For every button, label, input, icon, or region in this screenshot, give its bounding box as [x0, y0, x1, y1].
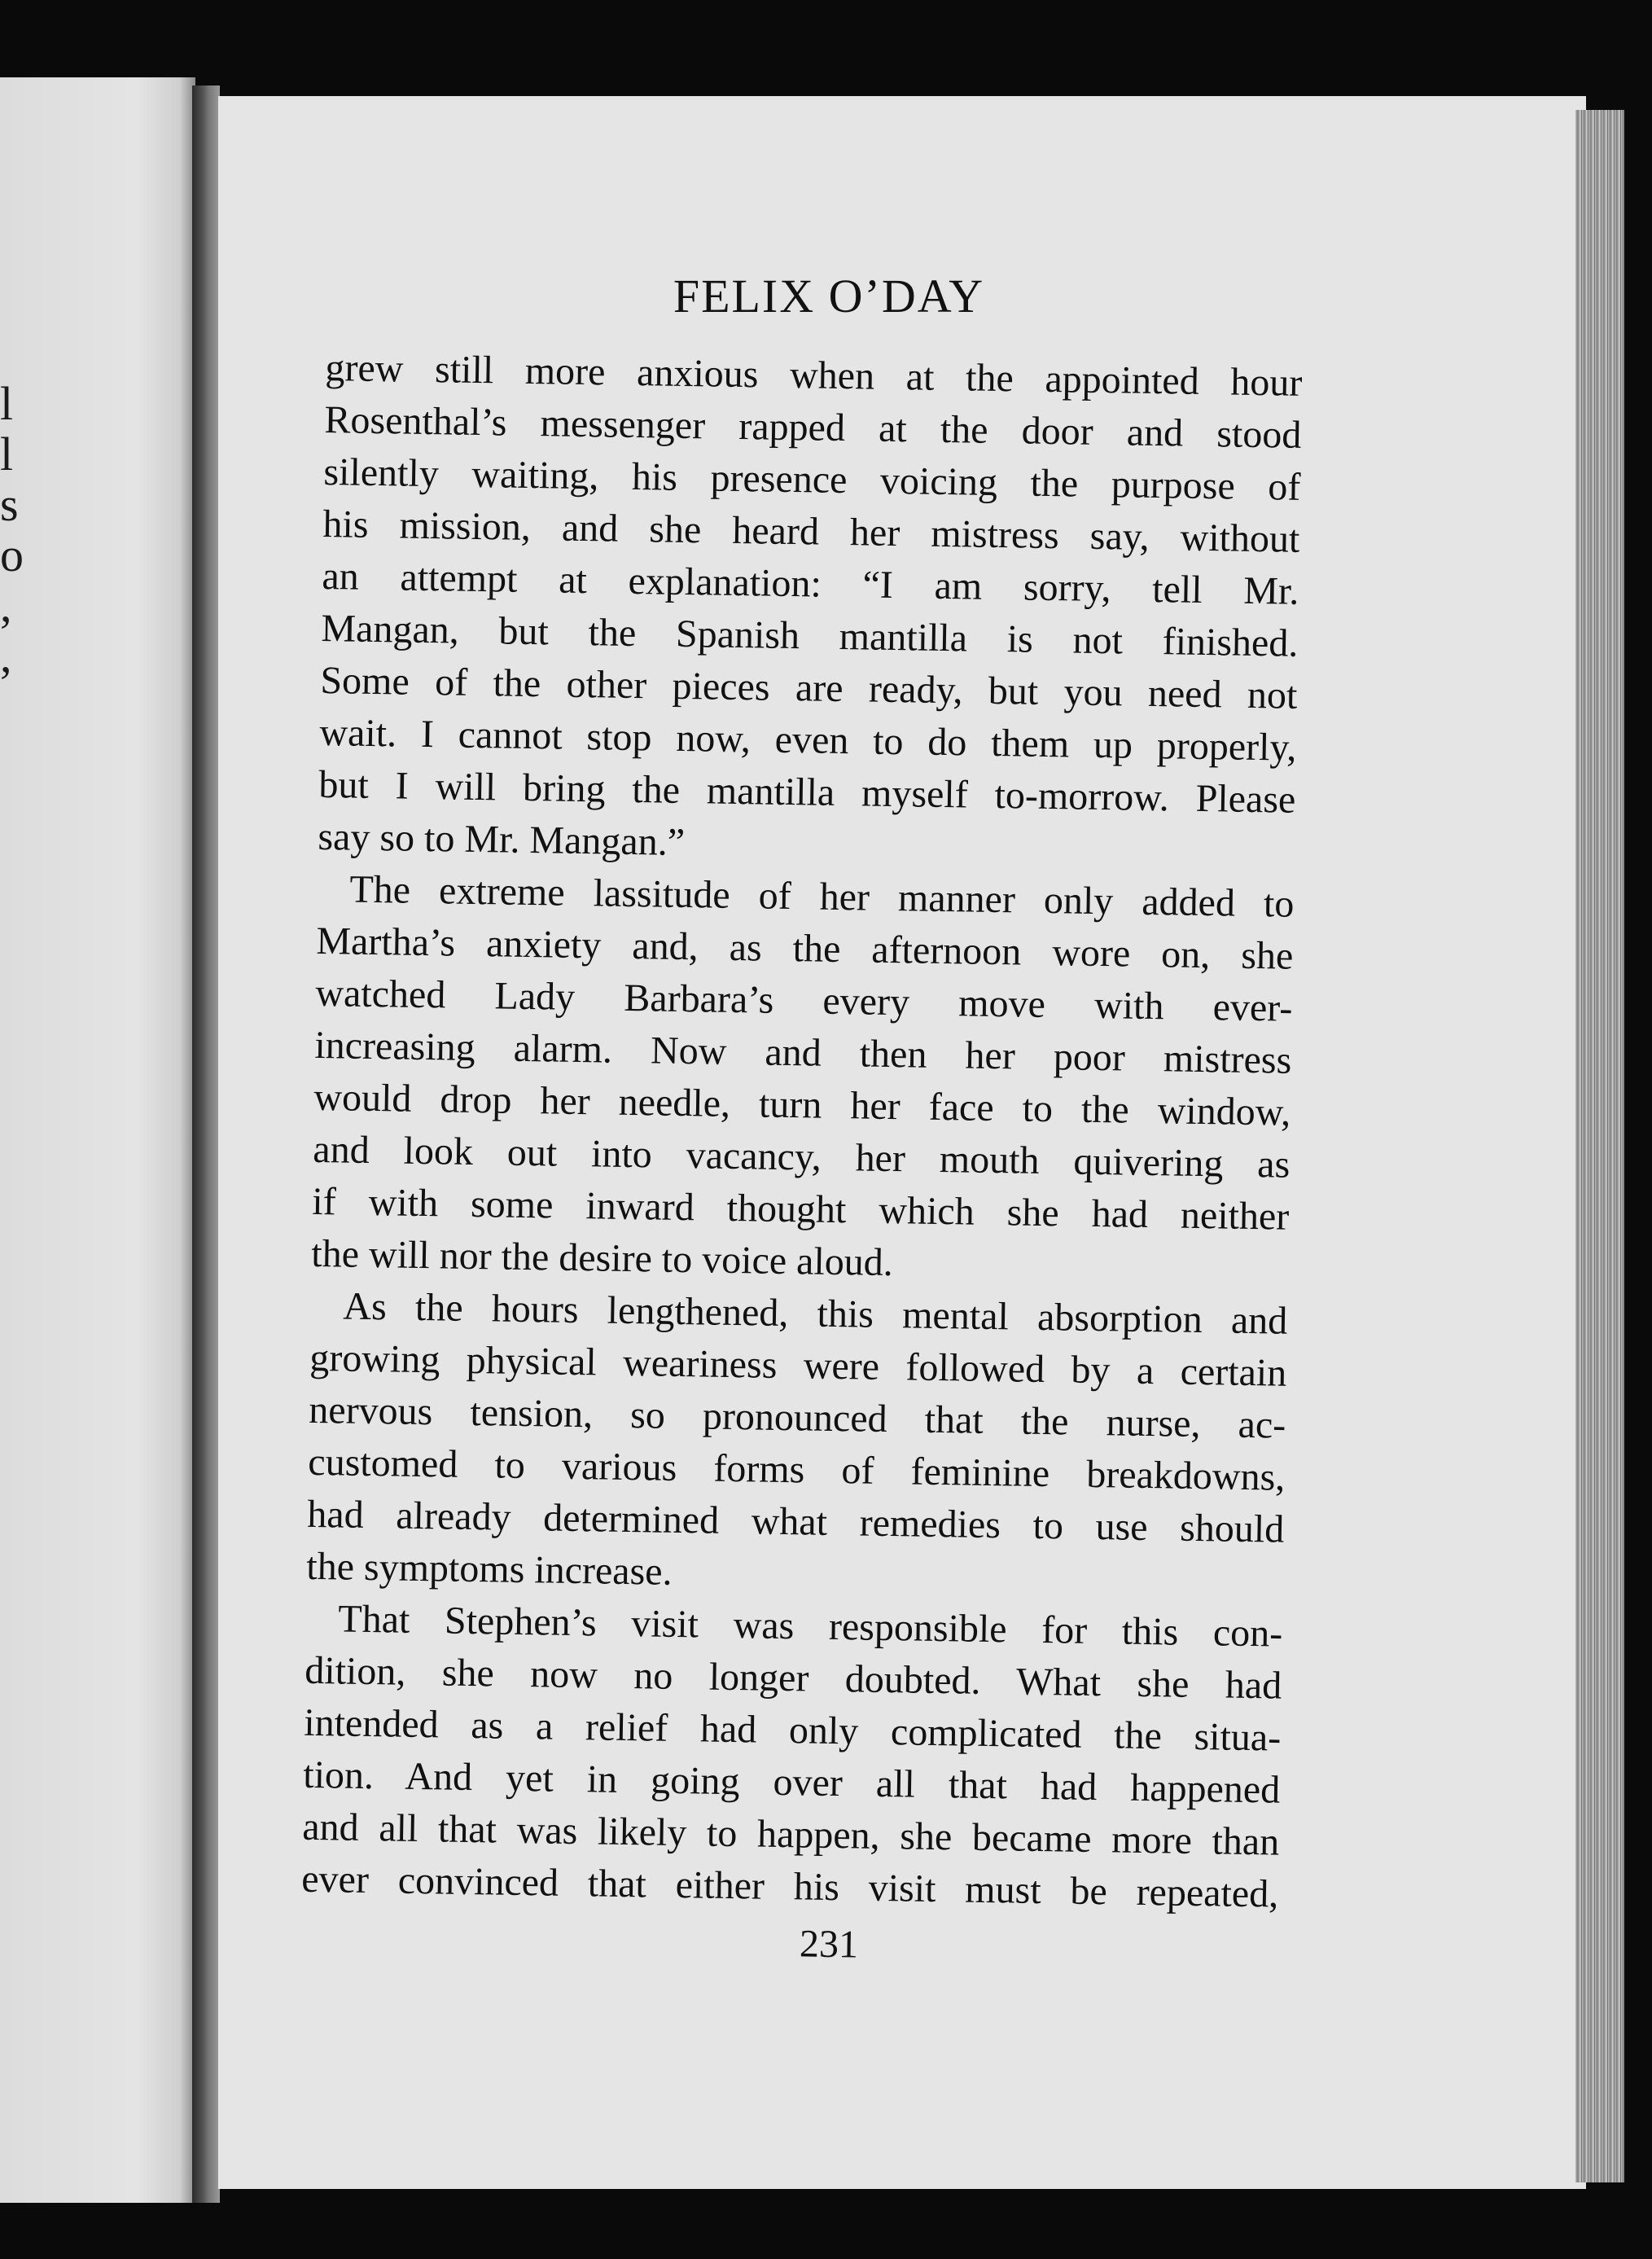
book-gutter [192, 86, 220, 2203]
text-line: and all that was likely to happen, she became more than [301, 1805, 1280, 1864]
text-line: say so to Mr. Mangan.” [318, 814, 686, 864]
text-line: Some of the other pieces are ready, but you need not [320, 658, 1298, 717]
text-line: Mangan, but the Spanish mantilla is not finished. [321, 606, 1299, 665]
fragment: o [0, 530, 24, 581]
facing-page-left [0, 77, 195, 2203]
text-line: the will nor the desire to voice aloud. [310, 1231, 894, 1285]
text-line: silently waiting, his presence voicing the purpose of [323, 450, 1301, 509]
body-text [301, 342, 1303, 1921]
text-line: growing physical weariness were followed by a certain [309, 1336, 1287, 1395]
text-line: had already determined what remedies to use should [306, 1492, 1285, 1551]
text-line: an attempt at explanation: “I am sorry, tell Mr. [322, 554, 1299, 613]
text-line: The extreme lassitude of her manner only added to [349, 867, 1295, 926]
fragment: , [0, 631, 12, 682]
text-line: tion. And yet in going over all that had happened [302, 1752, 1281, 1812]
running-head: FELIX O’DAY [673, 270, 985, 322]
text-line: if with some inward thought which she had neither [312, 1179, 1290, 1239]
text-line: watched Lady Barbara’s every move with ever- [315, 971, 1293, 1030]
text-line: the symptoms increase. [305, 1544, 673, 1594]
text-line: increasing alarm. Now and then her poor mistress [314, 1023, 1292, 1082]
text-line: dition, she now no longer doubted. What she had [304, 1648, 1282, 1708]
text-line: his mission, and she heard her mistress say, without [322, 502, 1300, 561]
text-line: would drop her needle, turn her face to the window, [313, 1075, 1291, 1134]
fragment: l [0, 379, 14, 429]
text-line: and look out into vacancy, her mouth quivering as [313, 1127, 1290, 1187]
text-line: customed to various forms of feminine breakdowns, [307, 1440, 1286, 1499]
fragment: s [0, 480, 19, 530]
fragment: l [0, 429, 14, 480]
text-line: wait. I cannot stop now, even to do them up properly, [319, 710, 1297, 770]
text-line: As the hours lengthened, this mental absorption and [342, 1284, 1288, 1343]
text-line: grew still more anxious when at the appointed hour [325, 345, 1303, 405]
facing-page-text-fragments [0, 379, 33, 682]
fragment: , [0, 581, 12, 631]
text-line: but I will bring the mantilla myself to-morrow. Please [318, 762, 1296, 822]
page-number: 231 [799, 1922, 859, 1967]
page-edges [1575, 110, 1624, 2182]
text-line: ever convinced that either his visit must be repeated, [300, 1857, 1279, 1916]
text-line: Martha’s anxiety and, as the afternoon wore on, she [316, 919, 1294, 978]
text-line: Rosenthal’s messenger rapped at the door and stood [324, 397, 1302, 457]
text-line: nervous tension, so pronounced that the nurse, ac- [308, 1388, 1286, 1447]
text-line: That Stephen’s visit was responsible for this con- [337, 1597, 1283, 1656]
text-line: intended as a relief had only complicated the situa- [303, 1700, 1282, 1760]
